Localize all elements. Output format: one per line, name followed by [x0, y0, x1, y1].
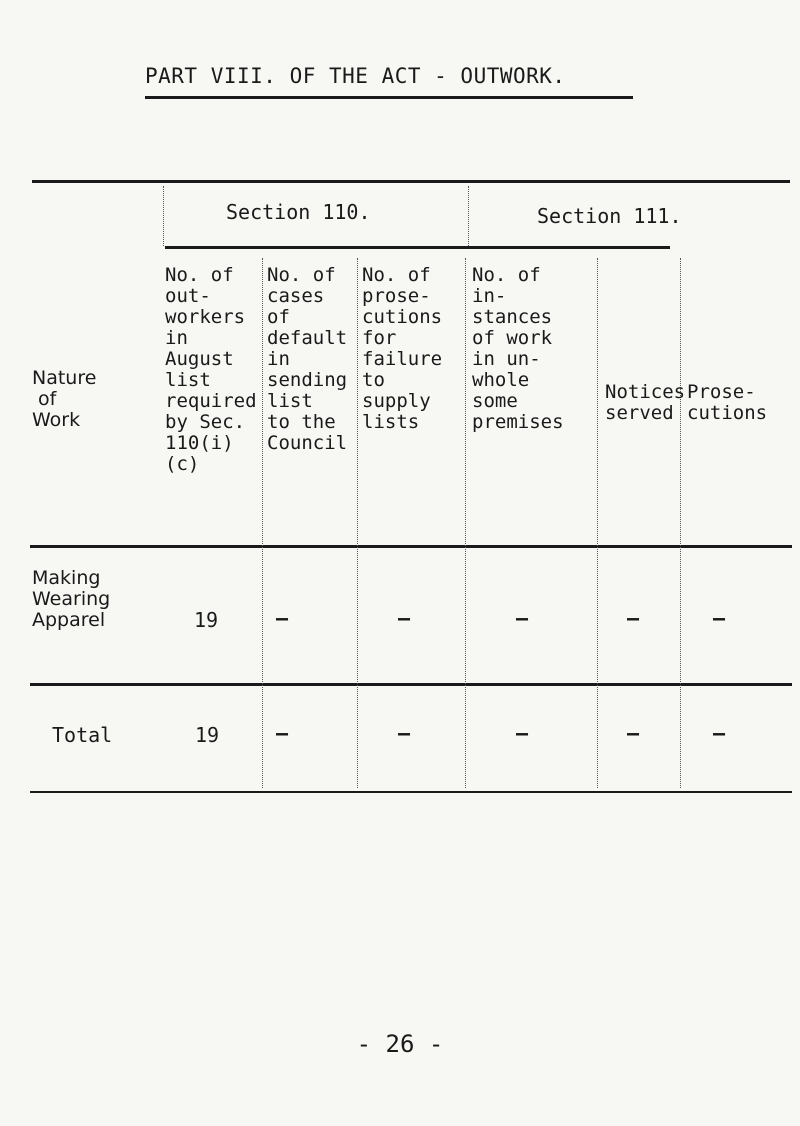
page-title: PART VIII. OF THE ACT - OUTWORK. — [145, 64, 566, 88]
table-cell: – — [713, 721, 726, 745]
table-cell: – — [627, 606, 640, 630]
col-divider-0 — [163, 186, 164, 246]
col-divider-5 — [680, 258, 681, 788]
rule-sections — [165, 246, 670, 249]
nature-of-work-header: Nature of Work — [32, 367, 97, 431]
rule-header-bottom — [30, 545, 792, 548]
table-cell: – — [276, 721, 289, 745]
table-cell: – — [516, 606, 529, 630]
prosecutions-failure-header: No. of prose- cutions for failure to supply lists — [362, 264, 443, 433]
unwholesome-instances-header: No. of in- stances of work in un- whole some premises — [472, 264, 564, 433]
table-cell: – — [627, 721, 640, 745]
table-cell: – — [398, 606, 411, 630]
table-cell: – — [713, 606, 726, 630]
col-divider-4 — [597, 258, 598, 788]
col-divider-sec — [468, 186, 469, 246]
page-number: - 26 - — [356, 1030, 444, 1058]
rule-data-bottom — [30, 683, 792, 686]
section-111-header: Section 111. — [537, 204, 682, 228]
col-divider-1 — [262, 258, 263, 788]
total-label: Total — [52, 723, 113, 747]
col-divider-2 — [357, 258, 358, 788]
prosecutions-header: Prose- cutions — [687, 381, 768, 424]
table-cell: 19 — [195, 723, 220, 747]
table-cell: – — [398, 721, 411, 745]
title-underline — [145, 96, 633, 99]
row-label-making-wearing-apparel: Making Wearing Apparel — [32, 567, 111, 631]
table-cell: 19 — [194, 608, 219, 632]
table-cell: – — [516, 721, 529, 745]
rule-table-bottom — [30, 791, 792, 793]
section-110-header: Section 110. — [226, 200, 371, 224]
table-cell: – — [276, 606, 289, 630]
default-cases-header: No. of cases of default in sending list to the Council — [267, 264, 348, 454]
col-divider-3 — [465, 258, 466, 788]
notices-served-header: Notices served — [605, 381, 686, 424]
outworkers-header: No. of out- workers in August list required by Sec. 110(i) (c) — [165, 264, 257, 475]
rule-top — [32, 180, 790, 183]
